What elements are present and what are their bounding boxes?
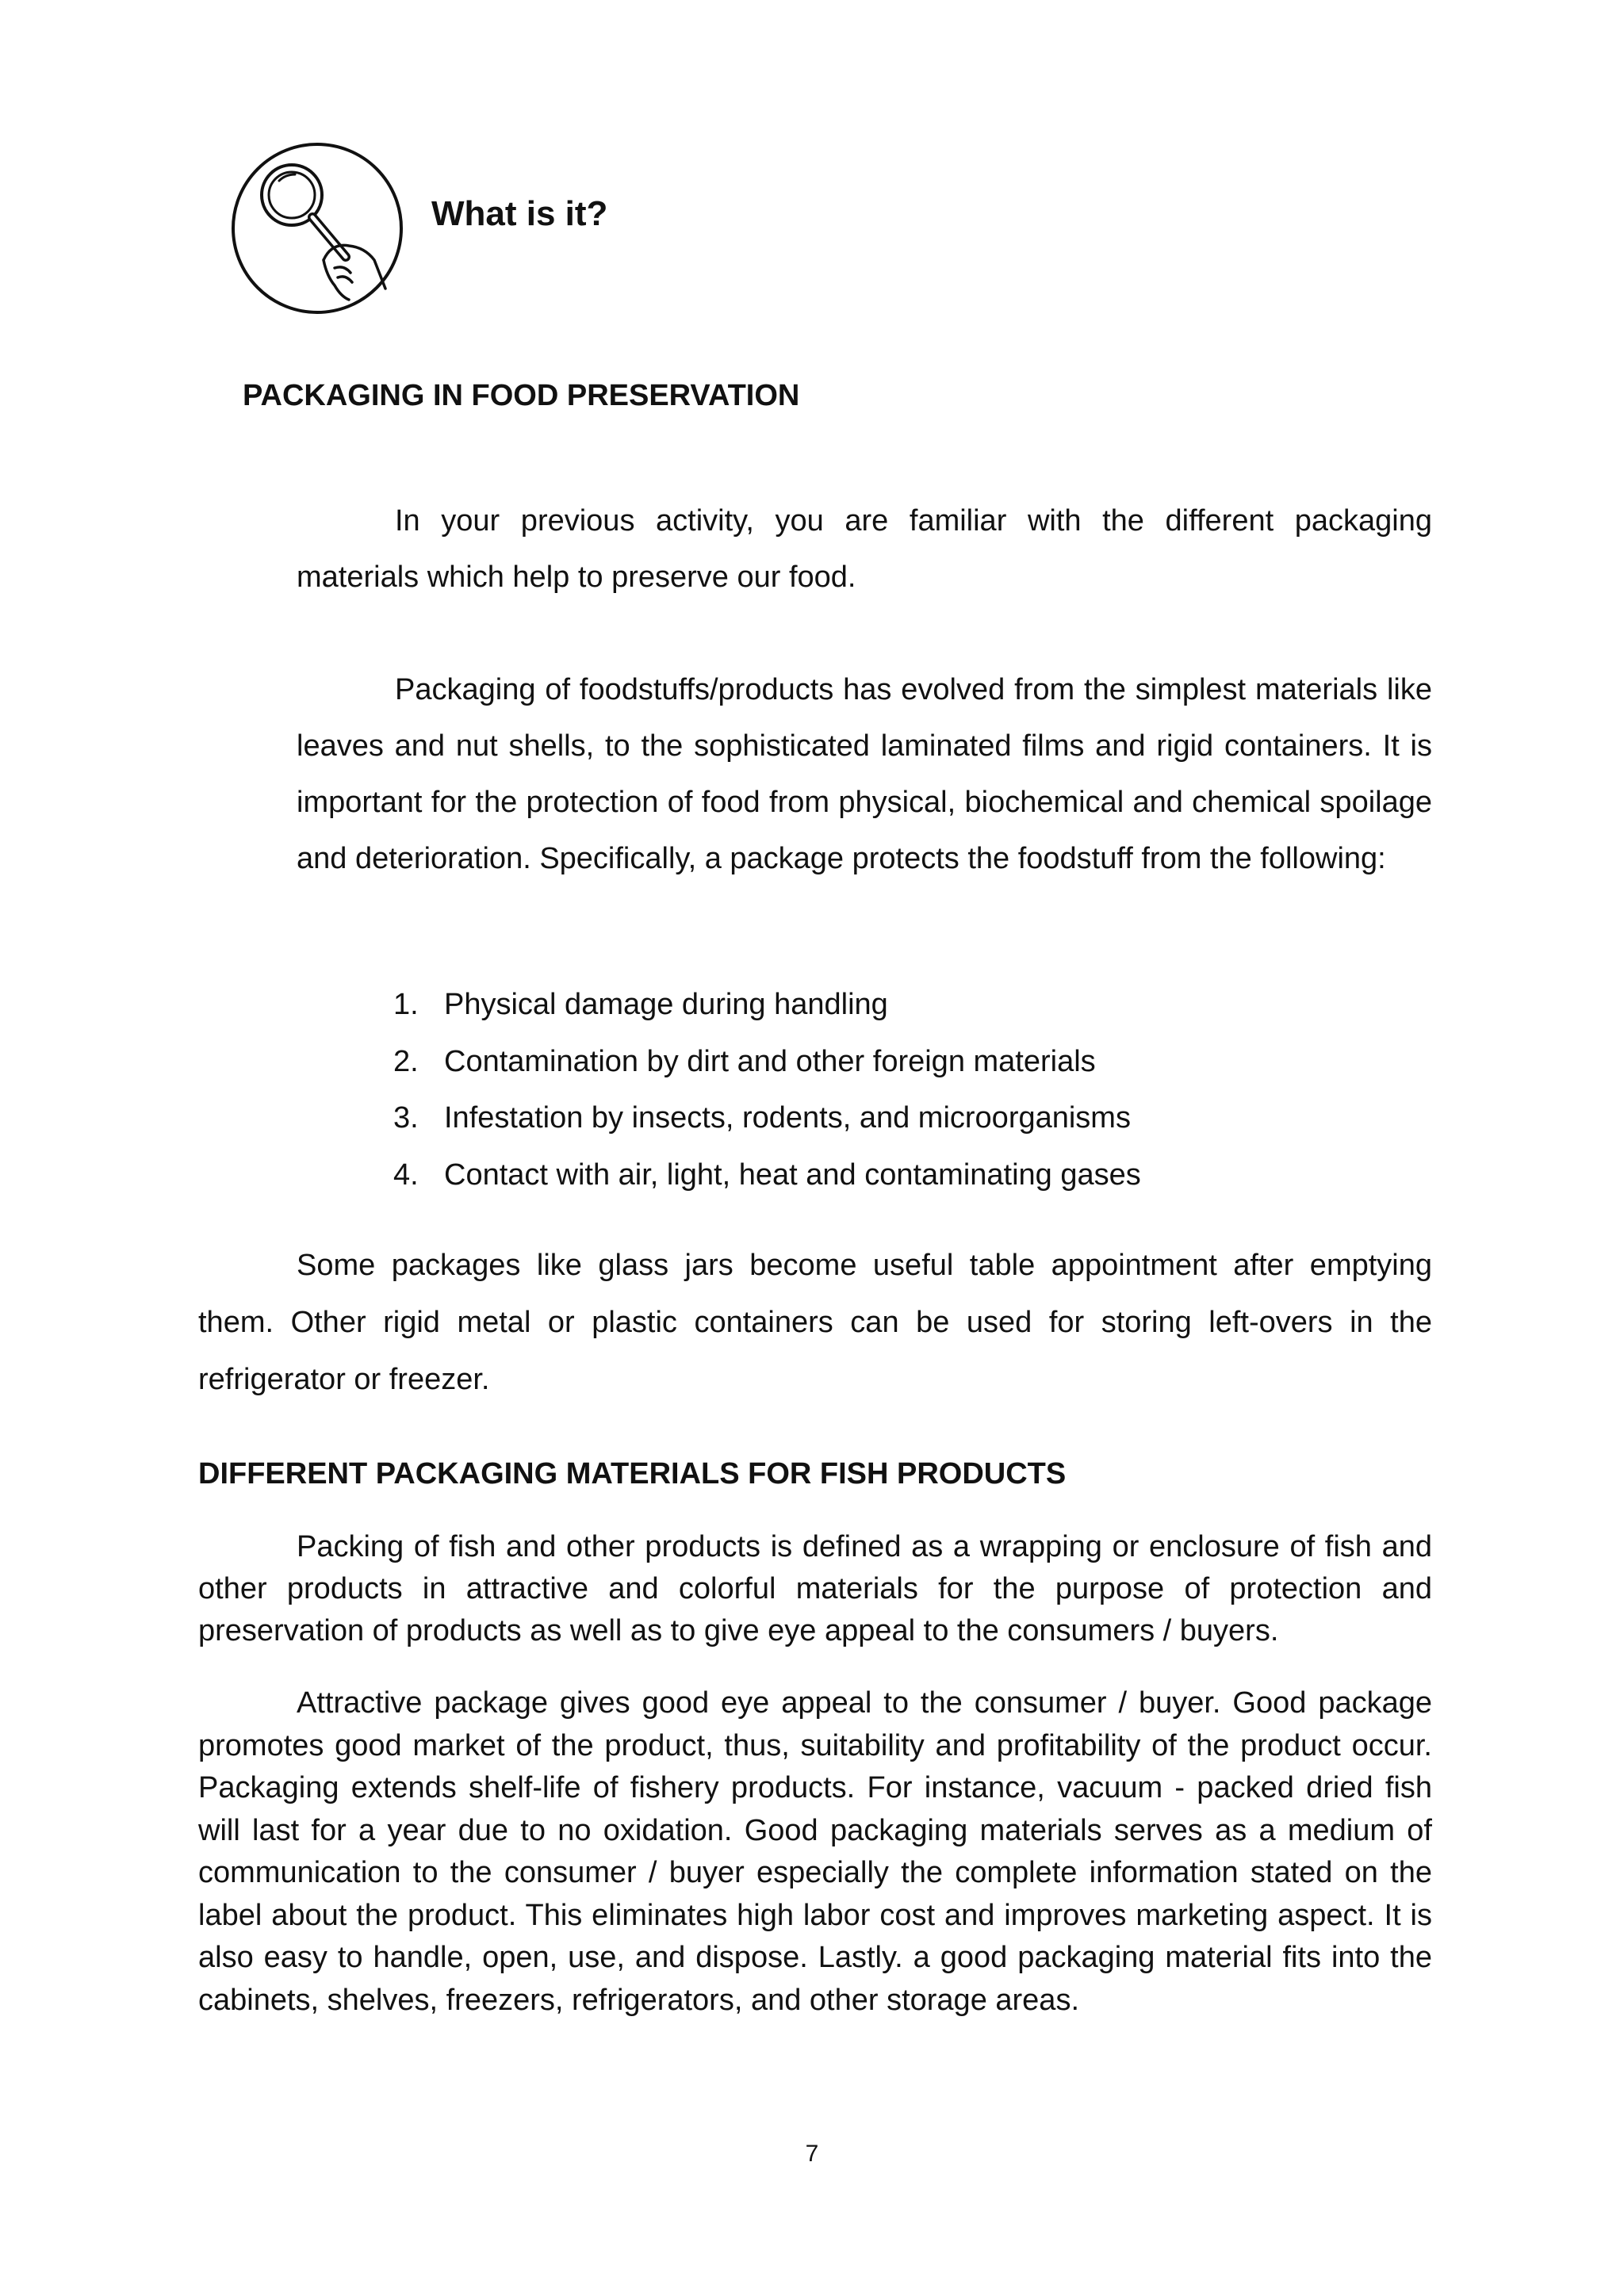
list-item-number: 3. — [393, 1101, 419, 1135]
list-item-text: Infestation by insects, rodents, and microorganisms — [444, 1101, 1131, 1135]
section1-paragraph-2: Packaging of foodstuffs/products has evolved from the simplest materials like leaves and nut shells, to the sophisticated laminated films and rigid containers. It is important for the protection of food from physical, biochemical and chemical spoilage and deterioration. Specifically, a package protects the foodstuff from the following: — [297, 673, 1432, 875]
list-item — [393, 1034, 1141, 1091]
list-item-text: Contamination by dirt and other foreign materials — [444, 1044, 1096, 1078]
protection-list — [393, 977, 1141, 1203]
magnifying-glass-icon — [230, 141, 404, 316]
section2-paragraph-1: Packing of fish and other products is defined as a wrapping or enclosure of fish and other products in attractive and colorful materials for the purpose of protection and preservation of products as well as to give eye appeal to the consumers / buyers. — [198, 1530, 1432, 1647]
section-heading: What is it? — [431, 194, 608, 233]
list-item-number: 1. — [393, 988, 419, 1021]
section1-title: PACKAGING IN FOOD PRESERVATION — [243, 379, 800, 412]
list-item — [393, 1147, 1141, 1204]
section1-paragraph-1: In your previous activity, you are familiar with the different packaging materials which help to preserve our food. — [297, 504, 1432, 594]
section1-closing-paragraph: Some packages like glass jars become useful table appointment after emptying them. Other rigid metal or plastic containers can be used for storing left-overs in the refrigerator or freezer. — [198, 1249, 1432, 1396]
section2-title: DIFFERENT PACKAGING MATERIALS FOR FISH PRODUCTS — [198, 1457, 1067, 1490]
list-item — [393, 977, 1141, 1034]
section2-paragraph-2: Attractive package gives good eye appeal to the consumer / buyer. Good package promotes good market of the product, thus, suitability and profitability of the product occur. Packaging extends shelf-life of fishery products. For instance, vacuum - packed dried fish will last for a year due to no oxidation. Good packaging materials serves as a medium of communication to the consumer / buyer especially the complete information stated on the label about the product. This eliminates high labor cost and improves marketing aspect. It is also easy to handle, open, use, and dispose. Lastly. a good packaging material fits into the cabinets, shelves, freezers, refrigerators, and other storage areas. — [198, 1686, 1432, 2017]
page-number: 7 — [805, 2141, 819, 2167]
list-item-text: Physical damage during handling — [444, 988, 888, 1021]
list-item-number: 4. — [393, 1158, 419, 1192]
list-item-text: Contact with air, light, heat and contaminating gases — [444, 1158, 1141, 1192]
list-item-number: 2. — [393, 1044, 419, 1078]
list-item — [393, 1090, 1141, 1147]
